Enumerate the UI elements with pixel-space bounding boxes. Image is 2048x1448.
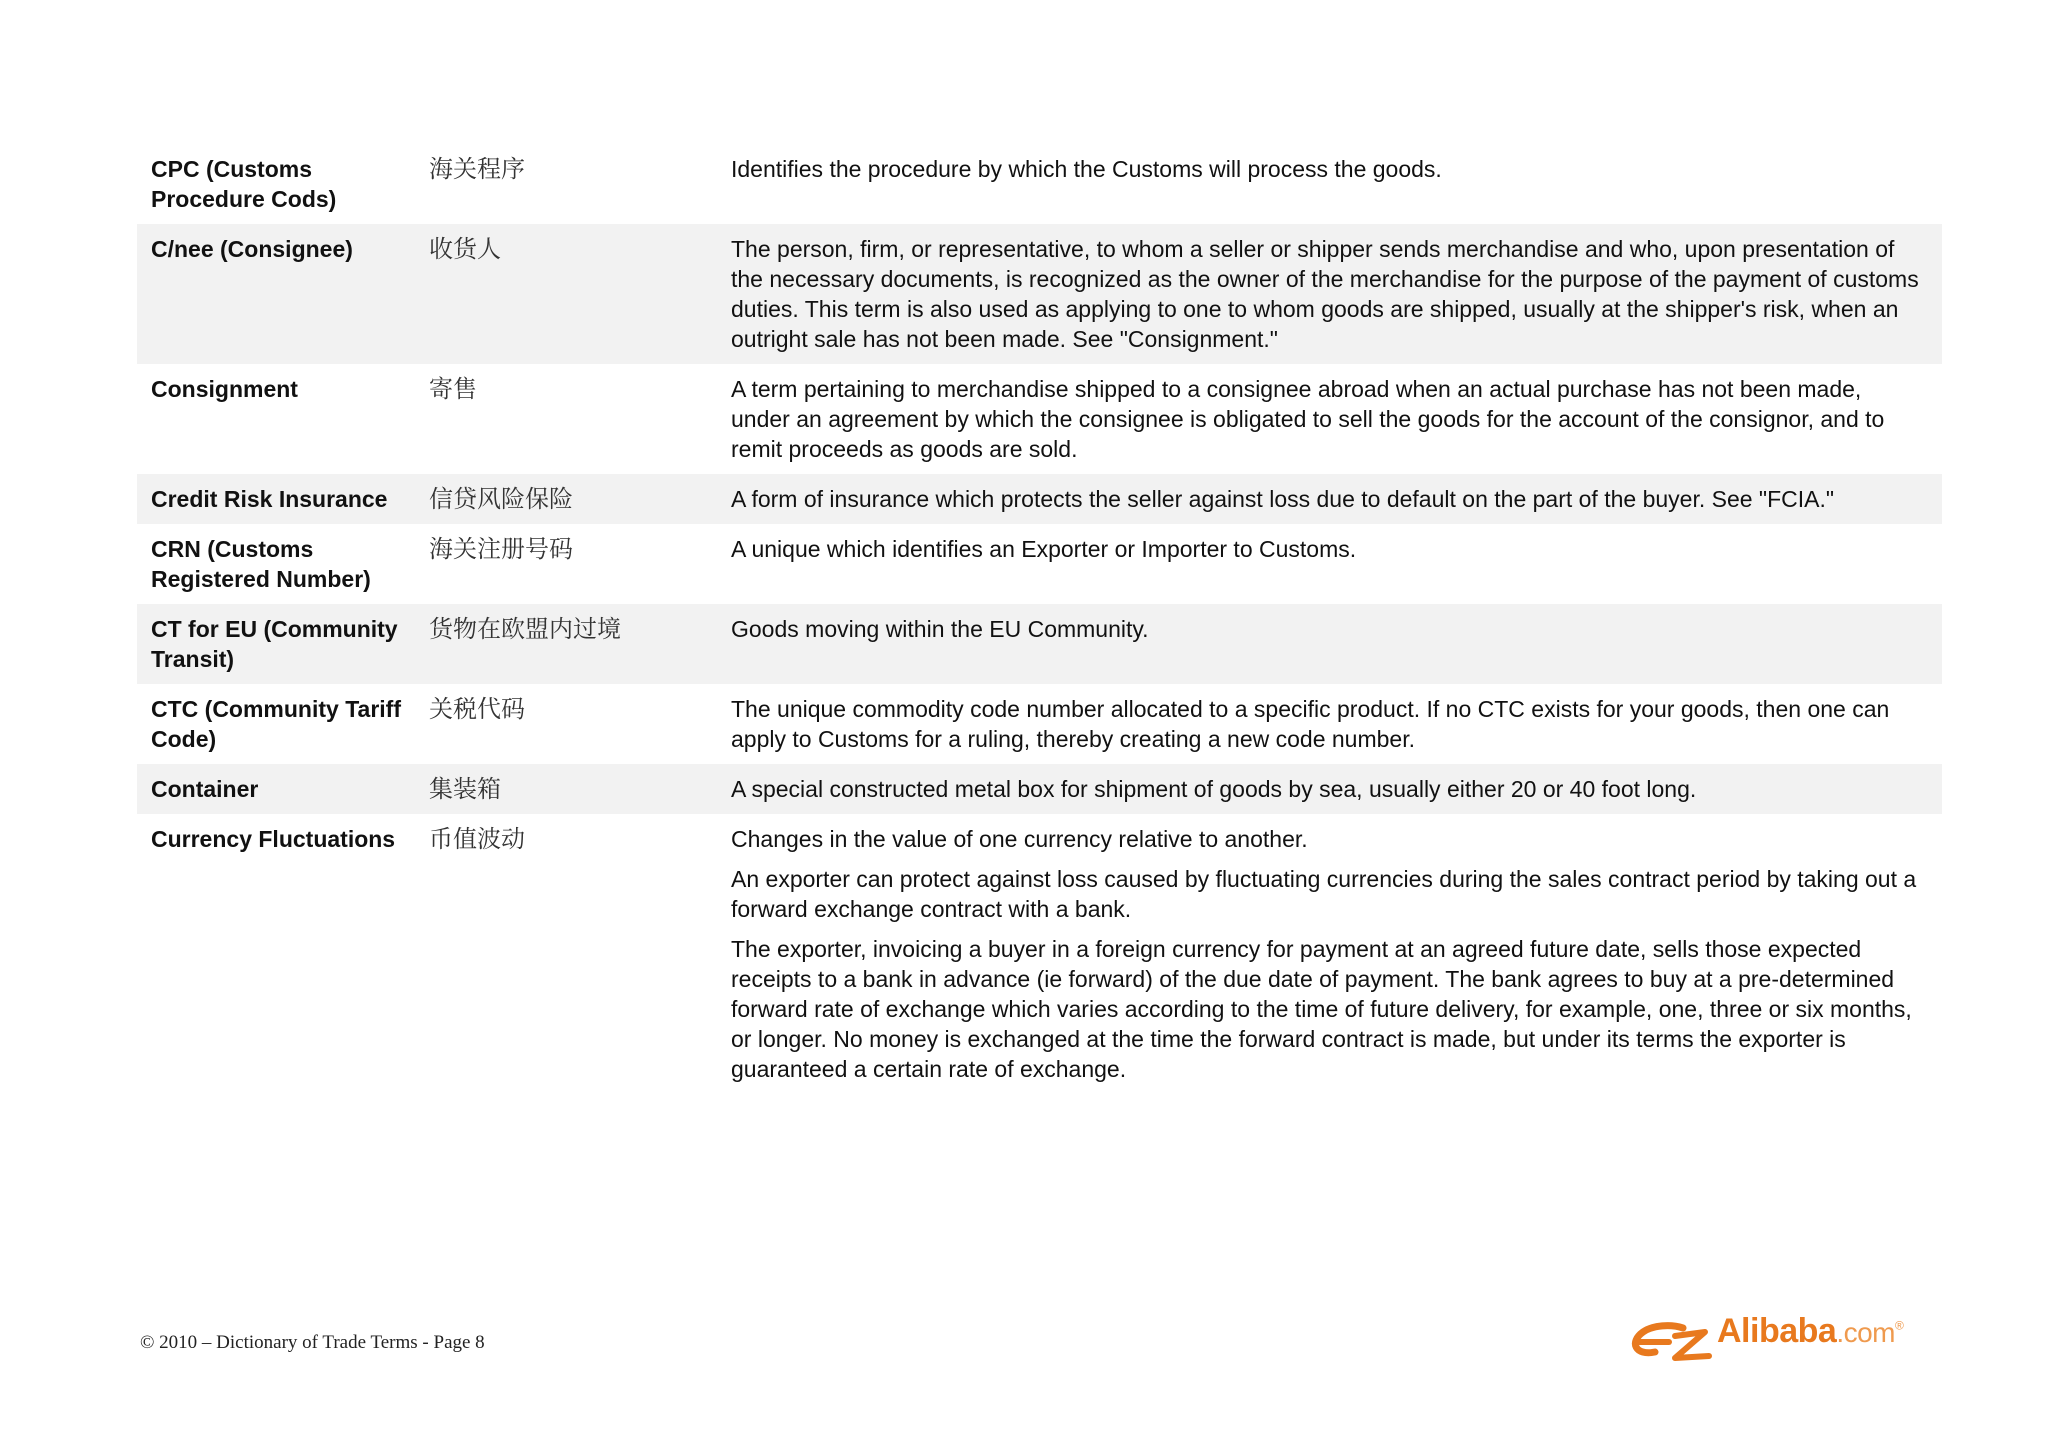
term-english: Container <box>151 776 259 802</box>
trade-terms-table <box>137 144 1942 1094</box>
term-english: CT for EU (Community Transit) <box>151 616 398 672</box>
definition-paragraph: Changes in the value of one currency relative to another. <box>731 826 1308 852</box>
term-row <box>137 684 1942 764</box>
term-row <box>137 224 1942 364</box>
term-definition <box>727 774 1942 804</box>
term-definition <box>727 534 1942 564</box>
term-definition <box>727 374 1942 464</box>
term-row <box>137 474 1942 524</box>
term-row <box>137 604 1942 684</box>
term-english: CPC (Customs Procedure Cods) <box>151 156 337 212</box>
term-row <box>137 764 1942 814</box>
page-footer: © 2010 – Dictionary of Trade Terms - Page 8 <box>140 1332 485 1353</box>
alibaba-logo <box>1625 1310 1925 1370</box>
term-chinese: 寄售 <box>429 375 477 403</box>
term-definition <box>727 824 1942 1084</box>
term-english: C/nee (Consignee) <box>151 236 353 262</box>
definition-paragraph: A special constructed metal box for shipment of goods by sea, usually either 20 or 40 foot long. <box>731 776 1697 802</box>
term-definition <box>727 614 1942 644</box>
term-definition <box>727 234 1942 354</box>
registered-mark: ® <box>1895 1318 1904 1333</box>
term-row <box>137 144 1942 224</box>
term-chinese: 海关程序 <box>429 155 525 183</box>
term-chinese: 海关注册号码 <box>429 535 573 563</box>
definition-paragraph: The person, firm, or representative, to whom a seller or shipper sends merchandise and who, upon presentation of the necessary documents, is recognized as the owner of the merchandise for the purpose of the payment of customs duties. This term is also used as applying to one to whom goods are shipped, usually at the shipper's risk, when an outright sale has not been made. See "Consignment." <box>731 236 1919 352</box>
alibaba-logo-icon <box>1625 1312 1715 1368</box>
term-definition <box>727 694 1942 754</box>
definition-paragraph: The exporter, invoicing a buyer in a foreign currency for payment at an agreed future date, sells those expected receipts to a bank in advance (ie forward) of the due date of payment. The bank agrees to buy at a pre-determined forward rate of exchange which varies according to the time of future delivery, for example, one, three or six months, or longer. No money is exchanged at the time the forward contract is made, but under its terms the exporter is guaranteed a certain rate of exchange. <box>731 936 1912 1082</box>
definition-paragraph: Identifies the procedure by which the Customs will process the goods. <box>731 156 1442 182</box>
definition-paragraph: A form of insurance which protects the seller against loss due to default on the part of the buyer. See "FCIA." <box>731 486 1835 512</box>
definition-paragraph: A unique which identifies an Exporter or Importer to Customs. <box>731 536 1357 562</box>
term-english: CTC (Community Tariff Code) <box>151 696 402 752</box>
term-english: Credit Risk Insurance <box>151 486 388 512</box>
alibaba-wordmark-name: Alibaba <box>1717 1312 1837 1350</box>
term-chinese: 信贷风险保险 <box>429 485 573 513</box>
alibaba-wordmark-domain: .com <box>1836 1317 1895 1348</box>
term-chinese: 货物在欧盟内过境 <box>429 615 621 643</box>
definition-paragraph: The unique commodity code number allocated to a specific product. If no CTC exists for your goods, then one can apply to Customs for a ruling, thereby creating a new code number. <box>731 696 1890 752</box>
term-row <box>137 364 1942 474</box>
term-row <box>137 814 1942 1094</box>
term-row <box>137 524 1942 604</box>
term-english: Consignment <box>151 376 298 402</box>
definition-paragraph: Goods moving within the EU Community. <box>731 616 1149 642</box>
term-chinese: 币值波动 <box>429 825 525 853</box>
alibaba-wordmark <box>1717 1312 1903 1351</box>
term-chinese: 集装箱 <box>429 775 501 803</box>
term-definition <box>727 154 1942 184</box>
term-definition <box>727 484 1942 514</box>
term-english: CRN (Customs Registered Number) <box>151 536 371 592</box>
term-english: Currency Fluctuations <box>151 826 396 852</box>
term-chinese: 关税代码 <box>429 695 525 723</box>
definition-paragraph: A term pertaining to merchandise shipped to a consignee abroad when an actual purchase has not been made, under an agreement by which the consignee is obligated to sell the goods for the account of the consignor, and to remit proceeds as goods are sold. <box>731 376 1885 462</box>
definition-paragraph: An exporter can protect against loss caused by fluctuating currencies during the sales contract period by taking out a forward exchange contract with a bank. <box>731 866 1917 922</box>
term-chinese: 收货人 <box>429 235 501 263</box>
